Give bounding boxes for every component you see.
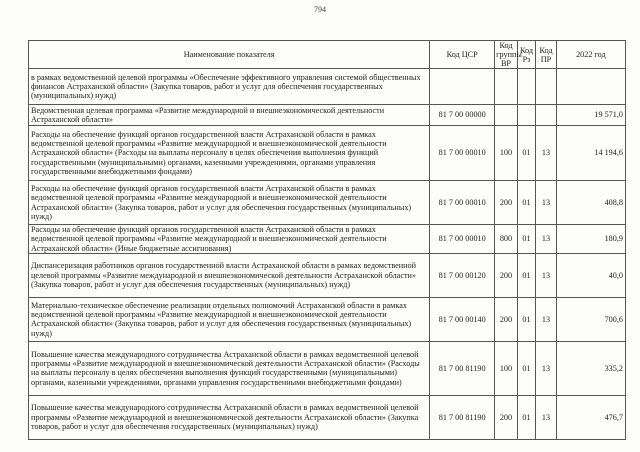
row-pr: 13 — [536, 225, 557, 254]
row-vr: 800 — [495, 225, 518, 254]
row-csr: 81 7 00 00010 — [430, 181, 495, 225]
table-row — [29, 105, 626, 126]
row-name: Расходы на обеспечение функций органов государственной власти Астраханской области в рамках ведомственной целевой программы «Развитие международной и внешнеэкономической деятельности Астраханской области» (Закупка товаров, работ и услуг для обеспечения государственных (муниципальных) нужд) — [29, 181, 430, 225]
row-name: в рамках ведомственной целевой программы «Обеспечение эффективного управления системой общественных финансов Астраханской области» (Закупка товаров, работ и услуг для обеспечения государственных (муниципальных) нужд) — [29, 69, 430, 105]
row-pr: 13 — [536, 181, 557, 225]
row-rz: 01 — [517, 126, 535, 181]
table-row — [29, 297, 626, 341]
row-csr: 81 7 00 00010 — [430, 126, 495, 181]
row-name: Ведомственная целевая программа «Развитие международной и внешнеэкономической деятельности Астраханской области» — [29, 105, 430, 126]
row-rz — [517, 69, 535, 105]
row-csr: 81 7 00 00140 — [430, 297, 495, 341]
row-amount: 476,7 — [556, 395, 625, 439]
row-vr: 100 — [495, 126, 518, 181]
row-vr: 200 — [495, 181, 518, 225]
row-pr — [536, 69, 557, 105]
row-amount: 14 194,6 — [556, 126, 625, 181]
row-rz: 01 — [517, 395, 535, 439]
header-csr: Код ЦСР — [430, 41, 495, 69]
row-amount: 19 571,0 — [556, 105, 625, 126]
row-csr: 81 7 00 81190 — [430, 341, 495, 395]
row-csr: 81 7 00 81190 — [430, 395, 495, 439]
table-row — [29, 253, 626, 297]
row-amount: 408,8 — [556, 181, 625, 225]
row-rz: 01 — [517, 225, 535, 254]
row-pr: 13 — [536, 253, 557, 297]
table-header-row — [29, 41, 626, 69]
row-rz: 01 — [517, 297, 535, 341]
table-row — [29, 395, 626, 439]
header-year: 2022 год — [556, 41, 625, 69]
row-pr: 13 — [536, 126, 557, 181]
row-amount: 700,6 — [556, 297, 625, 341]
header-name: Наименование показателя — [29, 41, 430, 69]
row-rz: 01 — [517, 181, 535, 225]
row-pr: 13 — [536, 341, 557, 395]
row-amount: 40,0 — [556, 253, 625, 297]
row-pr: 13 — [536, 297, 557, 341]
row-pr: 13 — [536, 395, 557, 439]
row-name: Повышение качества международного сотрудничества Астраханской области в рамках ведомственной целевой программы «Развитие международной и внешнеэкономической деятельности Астраханской области» (Расходы на выплаты персоналу в целях обеспечения выполнения функций государственными (муниципальными) органами, казенными учреждениями, органами управления государственными внебюджетными фондами) — [29, 341, 430, 395]
row-amount: 180,9 — [556, 225, 625, 254]
header-rz: Код Рз — [517, 41, 535, 69]
row-name: Расходы на обеспечение функций органов государственной власти Астраханской области в рамках ведомственной целевой программы «Развитие международной и внешнеэкономической деятельности Астраханской области» (Расходы на выплаты персоналу в целях обеспечения выполнения функций государственными (муниципальными) органами, казенными учреждениями, органами управления государственными внебюджетными фондами) — [29, 126, 430, 181]
table-row — [29, 126, 626, 181]
row-csr: 81 7 00 00120 — [430, 253, 495, 297]
row-name: Расходы на обеспечение функций органов государственной власти Астраханской области в рамках ведомственной целевой программы «Развитие международной и внешнеэкономической деятельности Астраханской области» (Иные бюджетные ассигнования) — [29, 225, 430, 254]
header-pr: Код ПР — [536, 41, 557, 69]
row-rz — [517, 105, 535, 126]
budget-table — [28, 40, 626, 440]
row-amount — [556, 69, 625, 105]
page-number: 794 — [314, 5, 326, 14]
row-name: Диспансеризация работников органов государственной власти Астраханской области в рамках ведомственной целевой программы «Развитие международной и внешнеэкономической деятельности Астраханской области» (Закупка товаров, работ и услуг для обеспечения государственных (муниципальных) нужд) — [29, 253, 430, 297]
row-vr: 200 — [495, 253, 518, 297]
row-name: Повышение качества международного сотрудничества Астраханской области в рамках ведомственной целевой программы «Развитие международной и внешнеэкономической деятельности Астраханской области» (Закупка товаров, работ и услуг для обеспечения государственных (муниципальных) нужд) — [29, 395, 430, 439]
row-csr — [430, 69, 495, 105]
row-vr — [495, 69, 518, 105]
row-vr — [495, 105, 518, 126]
row-rz: 01 — [517, 253, 535, 297]
row-vr: 100 — [495, 341, 518, 395]
row-csr: 81 7 00 00000 — [430, 105, 495, 126]
table-row — [29, 225, 626, 254]
row-amount: 335,2 — [556, 341, 625, 395]
header-vr: Код группы ВР — [496, 41, 522, 68]
table-row — [29, 341, 626, 395]
row-vr: 200 — [495, 395, 518, 439]
table-row — [29, 69, 626, 105]
row-vr: 200 — [495, 297, 518, 341]
row-rz: 01 — [517, 341, 535, 395]
row-name: Материально-техническое обеспечение реализации отдельных полномочий Астраханской области в рамках ведомственной целевой программы «Развитие международной и внешнеэкономической деятельности Астраханской области» (Закупка товаров, работ и услуг для обеспечения государственных (муниципальных) нужд) — [29, 297, 430, 341]
row-pr — [536, 105, 557, 126]
row-csr: 81 7 00 00010 — [430, 225, 495, 254]
table-row — [29, 181, 626, 225]
